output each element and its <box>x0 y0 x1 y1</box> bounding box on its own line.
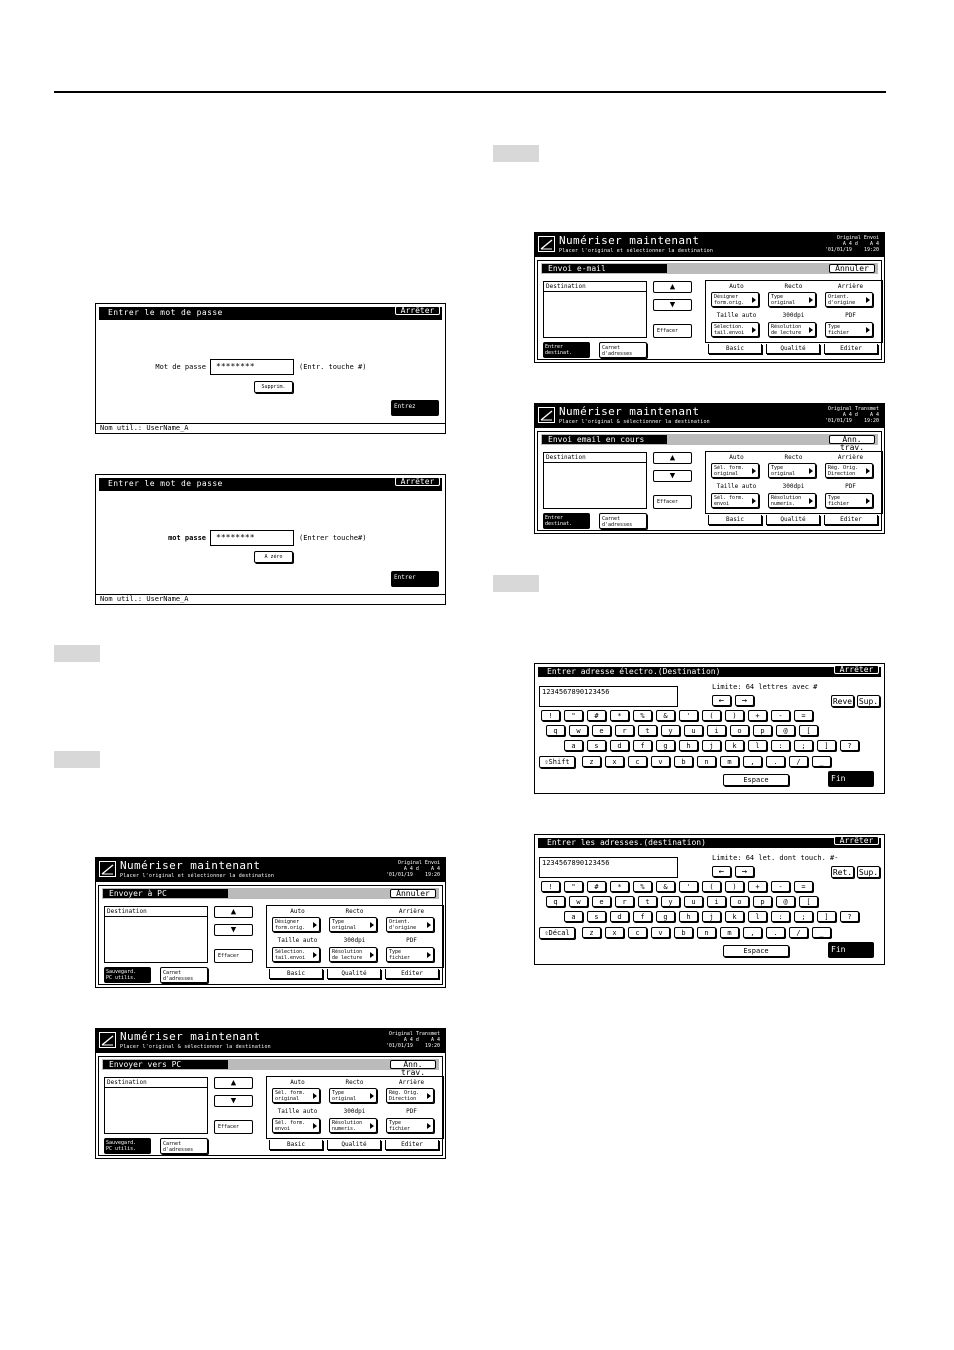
top-rule <box>54 91 886 93</box>
keyboard-key[interactable]: b <box>674 927 693 938</box>
cursor-left-button[interactable]: ← <box>712 695 731 706</box>
setting-option-button[interactable]: Désigner form.orig. <box>272 917 320 932</box>
scan-screen-pc-sending <box>95 1028 446 1159</box>
screen-title: Entrer le mot de passe <box>99 478 442 491</box>
scan-screen-email <box>534 232 885 363</box>
status-header <box>96 858 445 882</box>
setting-option-button[interactable]: Rég. Orig. Direction <box>386 1088 434 1103</box>
original-status: Original Envoi A 4 d A 4 '01/01/19 19:20 <box>385 860 440 878</box>
settings-panel <box>266 1076 444 1139</box>
keyboard-key[interactable]: i <box>707 896 726 907</box>
clear-button[interactable]: Effacer <box>214 1120 253 1134</box>
keyboard-key[interactable]: z <box>582 756 601 767</box>
keyboard-key[interactable]: ' <box>679 710 698 721</box>
keyboard-key[interactable]: w <box>569 725 588 736</box>
destination-label: Destination <box>105 1078 207 1088</box>
setting-option-button[interactable]: Résolution de lecture <box>329 947 377 962</box>
setting-value: Taille auto <box>277 937 318 944</box>
keyboard-key[interactable]: . <box>766 756 785 767</box>
password-screen <box>95 303 446 434</box>
keyboard-key[interactable]: : <box>771 911 790 922</box>
keyboard-key[interactable]: f <box>633 740 652 751</box>
keyboard-key[interactable]: e <box>592 896 611 907</box>
keyboard-key[interactable]: * <box>610 710 629 721</box>
setting-value: 300dpi <box>782 312 805 319</box>
address-book-button[interactable]: Carnet d'adresses <box>599 513 647 529</box>
screen-subtitle: Placer l'original & sélectionner la destination <box>120 1044 271 1050</box>
setting-header: Recto <box>784 454 803 461</box>
keyboard-key[interactable]: d <box>610 911 629 922</box>
keyboard-key[interactable]: ) <box>725 881 744 892</box>
keyboard-key[interactable]: , <box>743 756 762 767</box>
backspace-button[interactable]: Reve <box>832 697 853 706</box>
finish-button[interactable]: Fin <box>828 771 874 787</box>
step-marker <box>493 145 539 162</box>
keyboard-key[interactable]: t <box>638 896 657 907</box>
step-marker <box>54 645 100 662</box>
setting-option-button[interactable]: Orient. d'origine <box>825 292 873 307</box>
setting-option-button[interactable]: Résolution numeris. <box>329 1118 377 1133</box>
keyboard-key[interactable]: k <box>725 740 744 751</box>
setting-option-button[interactable]: Sél. form. original <box>711 463 759 478</box>
keyboard-key[interactable]: g <box>656 911 675 922</box>
mode-bar <box>541 434 878 452</box>
cursor-right-button[interactable]: → <box>735 695 754 706</box>
keyboard-key[interactable]: m <box>720 927 739 938</box>
destination-entry-button[interactable]: Sauvegard. PC utilis. <box>104 967 151 983</box>
setting-value: Taille auto <box>716 312 757 319</box>
keyboard-key[interactable]: ; <box>794 911 813 922</box>
settings-panel <box>266 905 444 968</box>
main-frame <box>537 260 882 360</box>
setting-option-button[interactable]: Résolution de lecture <box>768 322 816 337</box>
scroll-down-button[interactable]: ▼ <box>653 299 692 311</box>
keyboard-key[interactable]: n <box>697 756 716 767</box>
setting-value: PDF <box>406 1108 417 1115</box>
screen-subtitle: Placer l'original et sélectionner la destination <box>559 248 714 254</box>
keyboard-key[interactable]: / <box>789 756 808 767</box>
mode-label: Envoyer à PC <box>103 889 228 898</box>
setting-value: Taille auto <box>716 483 757 490</box>
setting-header: Auto <box>290 908 305 915</box>
setting-option-button[interactable]: Type original <box>329 917 377 932</box>
tab-0[interactable]: Basic <box>708 515 762 525</box>
limit-text: Limite: 64 lettres avec # <box>712 683 818 691</box>
scanner-icon <box>99 861 116 877</box>
password-hint: (Entrer touche#) <box>299 534 367 542</box>
keyboard-key[interactable]: [ <box>799 725 818 736</box>
password-hint: (Entr. touche #) <box>299 363 367 371</box>
setting-option-button[interactable]: Type original <box>768 463 816 478</box>
screen-title: Numériser maintenant <box>559 234 700 247</box>
setting-option-button[interactable]: Type fichier <box>825 322 873 337</box>
keyboard-key[interactable]: d <box>610 740 629 751</box>
main-frame <box>537 431 882 531</box>
limit-text: Limite: 64 let. dont touch. #- <box>712 854 839 862</box>
setting-option-button[interactable]: Rég. Orig. Direction <box>825 463 873 478</box>
keyboard-key[interactable]: ] <box>817 911 836 922</box>
keyboard-key[interactable]: s <box>587 740 606 751</box>
main-frame <box>98 885 443 985</box>
keyboard-key[interactable]: x <box>605 927 624 938</box>
tab-1[interactable]: Qualité <box>327 1140 381 1150</box>
delete-button[interactable]: Sup. <box>858 868 879 877</box>
setting-option-button[interactable]: Orient. d'origine <box>386 917 434 932</box>
status-header <box>96 1029 445 1053</box>
scroll-up-button[interactable]: ▲ <box>653 452 692 464</box>
step-marker <box>54 751 100 768</box>
setting-option-button[interactable]: Désigner form.orig. <box>711 292 759 307</box>
keyboard-key[interactable]: * <box>610 881 629 892</box>
setting-option-button[interactable]: Résolution numeris. <box>768 493 816 508</box>
keyboard-key[interactable]: _ <box>812 756 831 767</box>
keyboard-key[interactable]: ; <box>794 740 813 751</box>
setting-option-button[interactable]: Type original <box>329 1088 377 1103</box>
keyboard-key[interactable]: = <box>794 710 813 721</box>
keyboard-key[interactable]: ] <box>817 740 836 751</box>
address-book-button[interactable]: Carnet d'adresses <box>160 967 208 983</box>
screen-title: Numériser maintenant <box>559 405 700 418</box>
keyboard-key[interactable]: [ <box>799 896 818 907</box>
enter-button[interactable]: Entrez <box>391 400 439 416</box>
keyboard-key[interactable]: x <box>605 756 624 767</box>
keyboard-key[interactable]: h <box>679 911 698 922</box>
mode-bar <box>541 263 878 274</box>
keyboard-key[interactable]: & <box>656 710 675 721</box>
keyboard-key[interactable]: z <box>582 927 601 938</box>
keyboard-key[interactable]: m <box>720 756 739 767</box>
setting-header: Auto <box>729 454 744 461</box>
scroll-up-button[interactable]: ▲ <box>653 281 692 293</box>
setting-header: Recto <box>784 283 803 290</box>
keyboard-key[interactable]: @ <box>776 725 795 736</box>
destination-list[interactable] <box>543 452 647 509</box>
setting-header: Auto <box>729 283 744 290</box>
cancel-button[interactable]: Annuler <box>829 264 875 273</box>
scroll-down-button[interactable]: ▼ <box>653 470 692 482</box>
keyboard-key[interactable]: c <box>628 756 647 767</box>
keyboard-key[interactable]: h <box>679 740 698 751</box>
tab-2[interactable]: Editer <box>385 969 439 979</box>
keyboard-key[interactable]: " <box>564 710 583 721</box>
shift-key[interactable]: ⇧Décal <box>539 927 575 939</box>
clear-button[interactable]: Effacer <box>653 324 692 338</box>
setting-header: Arrière <box>398 1079 425 1086</box>
scanner-icon <box>99 1032 116 1048</box>
keyboard-key[interactable]: ! <box>541 881 560 892</box>
stop-button[interactable]: Arrêter <box>834 665 879 674</box>
scroll-down-button[interactable]: ▼ <box>214 1095 253 1107</box>
original-status: Original Transmet A 4 d A 4 '01/01/19 19:20 <box>824 406 879 424</box>
space-key[interactable]: Espace <box>723 774 789 786</box>
keyboard-key[interactable]: c <box>628 927 647 938</box>
keyboard-key[interactable]: ! <box>541 710 560 721</box>
destination-label: Destination <box>544 282 646 292</box>
mode-label: Envoyer vers PC <box>103 1060 228 1069</box>
keyboard-key[interactable]: l <box>748 911 767 922</box>
screen-subtitle: Placer l'original et sélectionner la destination <box>120 873 275 879</box>
keyboard-key[interactable]: w <box>569 896 588 907</box>
setting-option-button[interactable]: Sél. form. envoi <box>272 1118 320 1133</box>
cursor-right-button[interactable]: → <box>735 866 754 877</box>
status-header <box>535 404 884 428</box>
setting-header: Arrière <box>837 283 864 290</box>
scroll-down-button[interactable]: ▼ <box>214 924 253 936</box>
keyboard-key[interactable]: o <box>730 896 749 907</box>
destination-entry-button[interactable]: Sauvegard. PC utilis. <box>104 1138 151 1154</box>
cursor-left-button[interactable]: ← <box>712 866 731 877</box>
tab-1[interactable]: Qualité <box>766 344 820 354</box>
destination-label: Destination <box>105 907 207 917</box>
setting-header: Arrière <box>398 908 425 915</box>
scan-screen-pc <box>95 857 446 988</box>
delete-button[interactable]: Supprim. <box>254 381 293 393</box>
keyboard-key[interactable]: ? <box>840 911 859 922</box>
address-input[interactable]: 1234567890123456 <box>539 857 678 878</box>
stop-button[interactable]: Arrêter <box>395 477 440 486</box>
original-status: Original Envoi A 4 d A 4 '01/01/19 19:20 <box>824 235 879 253</box>
shift-key[interactable]: ⇧Shift <box>539 756 575 768</box>
keyboard-key[interactable]: - <box>771 710 790 721</box>
keyboard-key[interactable]: ' <box>679 881 698 892</box>
keyboard-key[interactable]: @ <box>776 896 795 907</box>
keyboard-key[interactable]: y <box>661 896 680 907</box>
address-input[interactable]: 1234567890123456 <box>539 686 678 707</box>
space-key[interactable]: Espace <box>723 945 789 957</box>
keyboard-key[interactable]: a <box>564 740 583 751</box>
keyboard-key[interactable]: y <box>661 725 680 736</box>
user-name-footer: Nom util.: UserName_A <box>96 423 445 433</box>
keyboard-key[interactable]: ) <box>725 710 744 721</box>
setting-value: PDF <box>406 937 417 944</box>
keyboard-key[interactable]: & <box>656 881 675 892</box>
settings-panel <box>705 451 883 514</box>
keyboard-key[interactable]: - <box>771 881 790 892</box>
password-label: Mot de passe <box>155 363 206 371</box>
keyboard-key[interactable]: + <box>748 710 767 721</box>
keyboard-key[interactable]: / <box>789 927 808 938</box>
keyboard-key[interactable]: s <box>587 911 606 922</box>
tab-2[interactable]: Editer <box>824 515 878 525</box>
main-frame <box>98 1056 443 1156</box>
original-status: Original Transmet A 4 d A 4 '01/01/19 19:20 <box>385 1031 440 1049</box>
address-keyboard-screen <box>534 834 885 965</box>
keyboard-key[interactable]: j <box>702 740 721 751</box>
keyboard-key[interactable]: a <box>564 911 583 922</box>
setting-value: Taille auto <box>277 1108 318 1115</box>
keyboard-key[interactable]: = <box>794 881 813 892</box>
keyboard-key[interactable]: v <box>651 927 670 938</box>
keyboard-key[interactable]: k <box>725 911 744 922</box>
tab-0[interactable]: Basic <box>269 1140 323 1150</box>
cancel-button[interactable]: Ann. trav. <box>390 1060 436 1069</box>
keyboard-key[interactable]: p <box>753 896 772 907</box>
keyboard-key[interactable]: n <box>697 927 716 938</box>
cancel-button[interactable]: Ann. trav. <box>829 435 875 444</box>
scanner-icon <box>538 236 555 252</box>
destination-label: Destination <box>544 453 646 463</box>
mode-label: Envoi e-mail <box>542 264 667 273</box>
scanner-icon <box>538 407 555 423</box>
tab-2[interactable]: Editer <box>824 344 878 354</box>
keyboard-key[interactable]: % <box>633 881 652 892</box>
keyboard-key[interactable]: ( <box>702 710 721 721</box>
tab-1[interactable]: Qualité <box>327 969 381 979</box>
setting-option-button[interactable]: Type fichier <box>825 493 873 508</box>
step-marker <box>493 575 539 592</box>
enter-button[interactable]: Entrer <box>391 571 439 587</box>
password-field[interactable]: ******** <box>210 359 294 375</box>
stop-button[interactable]: Arrêter <box>395 306 440 315</box>
reset-button[interactable]: A zéro <box>254 551 293 563</box>
keyboard-key[interactable]: . <box>766 927 785 938</box>
password-label: mot passe <box>168 534 206 542</box>
status-header <box>535 233 884 257</box>
tab-0[interactable]: Basic <box>708 344 762 354</box>
stop-button[interactable]: Arrêter <box>834 836 879 845</box>
setting-option-button[interactable]: Sélection. tail.envoi <box>272 947 320 962</box>
destination-entry-button[interactable]: Entrer destinat. <box>543 342 590 358</box>
destination-list[interactable] <box>543 281 647 338</box>
setting-value: 300dpi <box>343 937 366 944</box>
keyboard-key[interactable]: f <box>633 911 652 922</box>
destination-list[interactable] <box>104 906 208 963</box>
keyboard-key[interactable]: j <box>702 911 721 922</box>
keyboard-key[interactable]: # <box>587 710 606 721</box>
tab-0[interactable]: Basic <box>269 969 323 979</box>
screen-title: Entrer les adresses.(destination) <box>538 838 881 848</box>
password-field[interactable]: ******** <box>210 530 294 546</box>
keyboard-key[interactable]: , <box>743 927 762 938</box>
keyboard-key[interactable]: b <box>674 756 693 767</box>
delete-button[interactable]: Sup. <box>858 697 879 706</box>
keyboard-key[interactable]: e <box>592 725 611 736</box>
clear-button[interactable]: Effacer <box>214 949 253 963</box>
keyboard-key[interactable]: q <box>546 896 565 907</box>
backspace-button[interactable]: Ret. <box>832 868 853 877</box>
setting-header: Arrière <box>837 454 864 461</box>
scroll-up-button[interactable]: ▲ <box>214 906 253 918</box>
setting-value: PDF <box>845 312 856 319</box>
setting-option-button[interactable]: Sélection. tail.envoi <box>711 322 759 337</box>
keyboard-key[interactable]: : <box>771 740 790 751</box>
user-name-footer: Nom util.: UserName_A <box>96 594 445 604</box>
setting-header: Auto <box>290 1079 305 1086</box>
keyboard-key[interactable]: _ <box>812 927 831 938</box>
screen-subtitle: Placer l'original & sélectionner la destination <box>559 419 710 425</box>
scroll-up-button[interactable]: ▲ <box>214 1077 253 1089</box>
keyboard-key[interactable]: t <box>638 725 657 736</box>
setting-option-button[interactable]: Sél. form. original <box>272 1088 320 1103</box>
keyboard-key[interactable]: p <box>753 725 772 736</box>
keyboard-key[interactable]: ( <box>702 881 721 892</box>
keyboard-key[interactable]: + <box>748 881 767 892</box>
keyboard-key[interactable]: q <box>546 725 565 736</box>
setting-option-button[interactable]: Type fichier <box>386 1118 434 1133</box>
screen-title: Entrer le mot de passe <box>99 307 442 320</box>
setting-option-button[interactable]: Type fichier <box>386 947 434 962</box>
screen-title: Numériser maintenant <box>120 1030 261 1043</box>
password-screen <box>95 474 446 605</box>
destination-entry-button[interactable]: Entrer destinat. <box>543 513 590 529</box>
mode-bar <box>102 1059 439 1077</box>
setting-value: 300dpi <box>782 483 805 490</box>
tab-1[interactable]: Qualité <box>766 515 820 525</box>
address-book-button[interactable]: Carnet d'adresses <box>599 342 647 358</box>
cancel-button[interactable]: Annuler <box>390 889 436 898</box>
setting-option-button[interactable]: Type original <box>768 292 816 307</box>
keyboard-key[interactable]: u <box>684 725 703 736</box>
scan-screen-email-sending <box>534 403 885 534</box>
keyboard-key[interactable]: % <box>633 710 652 721</box>
keyboard-key[interactable]: # <box>587 881 606 892</box>
keyboard-key[interactable]: l <box>748 740 767 751</box>
tab-2[interactable]: Editer <box>385 1140 439 1150</box>
keyboard-key[interactable]: i <box>707 725 726 736</box>
setting-option-button[interactable]: Sél. form. envoi <box>711 493 759 508</box>
keyboard-key[interactable]: r <box>615 896 634 907</box>
mode-label: Envoi email en cours <box>542 435 667 444</box>
mode-bar <box>102 888 439 899</box>
clear-button[interactable]: Effacer <box>653 495 692 509</box>
keyboard-key[interactable]: " <box>564 881 583 892</box>
address-book-button[interactable]: Carnet d'adresses <box>160 1138 208 1154</box>
screen-title: Entrer adresse électro.(Destination) <box>538 667 881 677</box>
finish-button[interactable]: Fin <box>828 942 874 958</box>
setting-value: PDF <box>845 483 856 490</box>
setting-header: Recto <box>345 908 364 915</box>
email-keyboard-screen <box>534 663 885 794</box>
keyboard-key[interactable]: u <box>684 896 703 907</box>
setting-header: Recto <box>345 1079 364 1086</box>
setting-value: 300dpi <box>343 1108 366 1115</box>
keyboard-key[interactable]: v <box>651 756 670 767</box>
settings-panel <box>705 280 883 343</box>
destination-list[interactable] <box>104 1077 208 1134</box>
keyboard-key[interactable]: o <box>730 725 749 736</box>
keyboard-key[interactable]: ? <box>840 740 859 751</box>
screen-title: Numériser maintenant <box>120 859 261 872</box>
keyboard-key[interactable]: g <box>656 740 675 751</box>
keyboard-key[interactable]: r <box>615 725 634 736</box>
